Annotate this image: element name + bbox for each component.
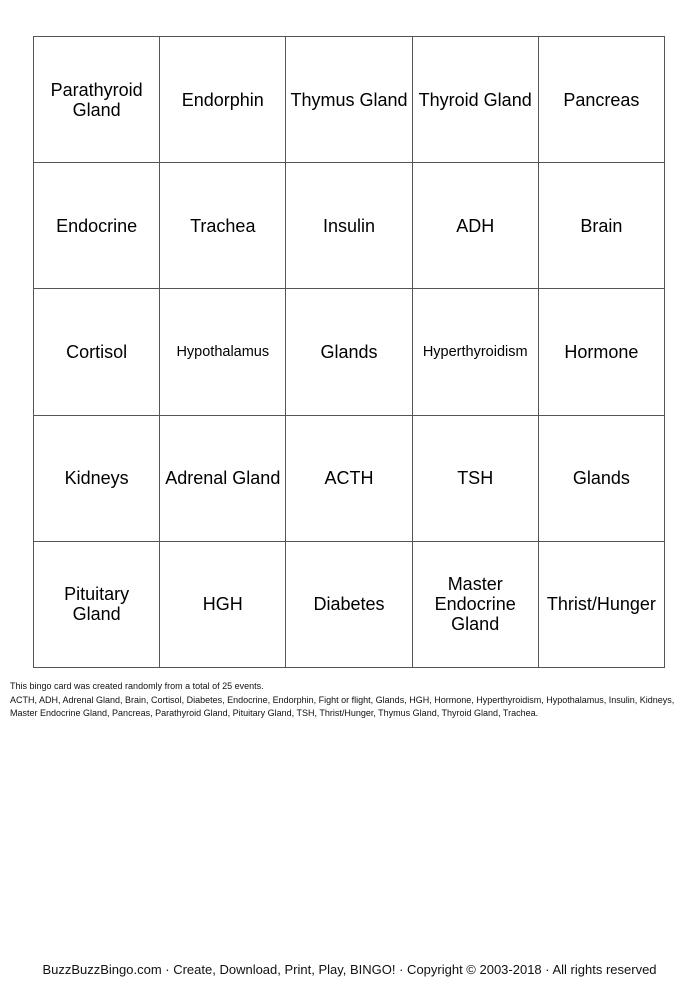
- bingo-cell: Thrist/Hunger: [539, 542, 665, 668]
- bingo-cell: ACTH: [286, 416, 412, 542]
- bingo-cell: Pancreas: [539, 37, 665, 163]
- bingo-cell: Diabetes: [286, 542, 412, 668]
- bingo-cell: Adrenal Gland: [160, 416, 286, 542]
- bingo-cell: HGH: [160, 542, 286, 668]
- footer-copyright: BuzzBuzzBingo.com · Create, Download, Print, Play, BINGO! · Copyright © 2003-2018 · All rights reserved: [42, 962, 657, 977]
- bingo-cell: Insulin: [286, 163, 412, 289]
- bingo-cell: Cortisol: [34, 289, 160, 415]
- bingo-cell: Kidneys: [34, 416, 160, 542]
- bingo-cell: Endocrine: [34, 163, 160, 289]
- card-info: [10, 680, 690, 721]
- bingo-cell: Hyperthyroidism: [413, 289, 539, 415]
- info-event-list: ACTH, ADH, Adrenal Gland, Brain, Cortisol, Diabetes, Endocrine, Endorphin, Fight or flight, Glands, HGH, Hormone, Hyperthyroidism, Hypothalamus, Insulin, Kidneys, Master Endocrine Gland, Pancreas, Parathyroid Gland, Pituitary Gland, TSH, Thrist/Hunger, Thymus Gland, Thyroid Gland, Trachea.: [10, 694, 675, 718]
- bingo-card-grid: [33, 36, 665, 668]
- bingo-cell: Hormone: [539, 289, 665, 415]
- bingo-cell: Glands: [539, 416, 665, 542]
- bingo-cell: Thymus Gland: [286, 37, 412, 163]
- bingo-cell: Brain: [539, 163, 665, 289]
- bingo-cell: Endorphin: [160, 37, 286, 163]
- bingo-cell: ADH: [413, 163, 539, 289]
- bingo-cell: Master Endocrine Gland: [413, 542, 539, 668]
- info-summary: This bingo card was created randomly from a total of 25 events.: [10, 681, 264, 691]
- bingo-cell: Pituitary Gland: [34, 542, 160, 668]
- bingo-cell: TSH: [413, 416, 539, 542]
- bingo-cell: Hypothalamus: [160, 289, 286, 415]
- bingo-cell: Parathyroid Gland: [34, 37, 160, 163]
- bingo-cell: Trachea: [160, 163, 286, 289]
- bingo-cell: Glands: [286, 289, 412, 415]
- bingo-cell: Thyroid Gland: [413, 37, 539, 163]
